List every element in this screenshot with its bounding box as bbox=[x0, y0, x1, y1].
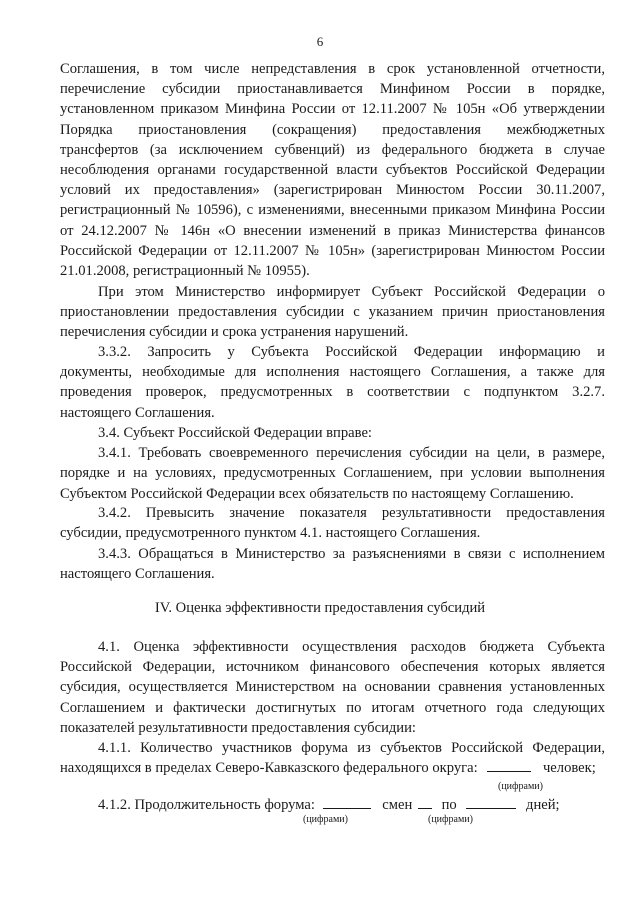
text-line: настоящего Соглашения. bbox=[60, 404, 215, 421]
paragraph-suspension-notice bbox=[60, 282, 605, 343]
text-line: от 24.12.2007 № 146н «О внесении изменений в приказ Министерства финансов bbox=[60, 222, 605, 239]
text-line: 3.3.2. Запросить у Субъекта Российской Федерации информацию и bbox=[98, 344, 605, 360]
text-line: Соглашением и фактически достигнутых по итогам отчетного года следующих bbox=[60, 699, 605, 716]
duration-shifts-blank-field[interactable] bbox=[323, 796, 371, 809]
text-line: 3.4.3. Обращаться в Министерство за разъяснениями в связи с исполнением bbox=[98, 546, 605, 562]
text-line: показателей результативности предоставления субсидии: bbox=[60, 719, 416, 736]
text-line: условий их предоставления» (зарегистрирован Минюстом России 30.11.2007, bbox=[60, 182, 605, 199]
paragraph-continuation bbox=[60, 59, 605, 281]
page-number: 6 bbox=[316, 34, 324, 49]
duration-days-label: дней; bbox=[526, 797, 560, 813]
paragraph-3-4 bbox=[60, 423, 605, 504]
text-line: Российской Федерации от 12.11.2007 № 105н» (зарегистрирован Минюстом России bbox=[60, 242, 605, 259]
text-line: 4.1. Оценка эффективности осуществления расходов бюджета Субъекта bbox=[98, 639, 605, 655]
text-line: регистрационный № 10596), с изменениями, внесенными приказом Минфина России bbox=[60, 202, 605, 219]
hint-digits: (цифрами) bbox=[498, 781, 543, 792]
paragraph-3-4-3 bbox=[60, 544, 605, 584]
line-participants-count bbox=[60, 758, 605, 778]
participants-blank-field[interactable] bbox=[487, 759, 531, 772]
text-line: субсидии, предусмотренного пунктом 4.1. настоящего Соглашения. bbox=[60, 525, 481, 542]
hint-digits: (цифрами) bbox=[303, 814, 348, 825]
duration-label: 4.1.2. Продолжительность форума: bbox=[98, 797, 315, 813]
duration-shifts-suffix-blank[interactable] bbox=[418, 796, 432, 809]
text-line: 3.4.2. Превысить значение показателя результативности предоставления bbox=[98, 505, 605, 521]
paragraph-3-4-2 bbox=[60, 503, 605, 543]
text-line: трансфертов (за исключением субвенций) из федерального бюджета в случае bbox=[60, 141, 605, 158]
line-forum-duration bbox=[60, 795, 605, 815]
text-line: Порядка приостановления (сокращения) предоставления межбюджетных bbox=[60, 121, 605, 138]
text-line: проведения проверок, предусмотренных в соответствии с подпунктом 3.2.7. bbox=[60, 384, 605, 401]
text-line: Субъектом Российской Федерации всех обязательств по настоящему Соглашению. bbox=[60, 485, 574, 502]
paragraph-4-1 bbox=[60, 637, 605, 758]
text-line: При этом Министерство информирует Субъект Российской Федерации о bbox=[98, 284, 605, 300]
text-line: документы, необходимые для исполнения настоящего Соглашения, а также для bbox=[60, 364, 605, 381]
duration-shifts-label: смен bbox=[382, 797, 413, 813]
text-line: перечисления субсидии и срока устранения нарушений. bbox=[60, 324, 409, 341]
text-line: перечисление субсидии приостанавливается Минфином России в порядке, bbox=[60, 81, 605, 98]
paragraph-3-3-2 bbox=[60, 342, 605, 423]
text-line: субсидия, осуществляется Министерством на основании сравнения установленных bbox=[60, 679, 605, 696]
duration-po-label: по bbox=[441, 797, 457, 813]
participants-unit: человек; bbox=[542, 760, 596, 776]
text-line: 3.4.1. Требовать своевременного перечисления субсидии на цели, в размере, bbox=[98, 445, 605, 462]
text-line: Российской Федерации, источником финансового обеспечения которых является bbox=[60, 659, 605, 676]
section-heading: IV. Оценка эффективности предоставления субсидий bbox=[154, 600, 486, 616]
text-line: настоящего Соглашения. bbox=[60, 566, 215, 583]
text-line: приостановлении предоставления субсидии с указанием причин приостановления bbox=[60, 304, 605, 321]
duration-days-blank-field[interactable] bbox=[466, 796, 516, 809]
text-line: порядке и на условиях, предусмотренных Соглашением, при условии выполнения bbox=[60, 465, 605, 482]
participants-label: находящихся в пределах Северо-Кавказского федерального округа: bbox=[60, 760, 478, 776]
hint-digits: (цифрами) bbox=[428, 814, 473, 825]
text-line: 4.1.1. Количество участников форума из субъектов Российской Федерации, bbox=[98, 739, 605, 756]
text-line: несоблюдения органами государственной власти субъектов Российской Федерации bbox=[60, 161, 605, 178]
text-line: Соглашения, в том числе непредставления в срок установленной отчетности, bbox=[60, 61, 605, 77]
text-line: 3.4. Субъект Российской Федерации вправе: bbox=[98, 425, 372, 441]
text-line: установленном приказом Минфина России от 12.11.2007 № 105н «Об утверждении bbox=[60, 101, 605, 118]
text-line: 21.01.2008, регистрационный № 10955). bbox=[60, 262, 310, 279]
